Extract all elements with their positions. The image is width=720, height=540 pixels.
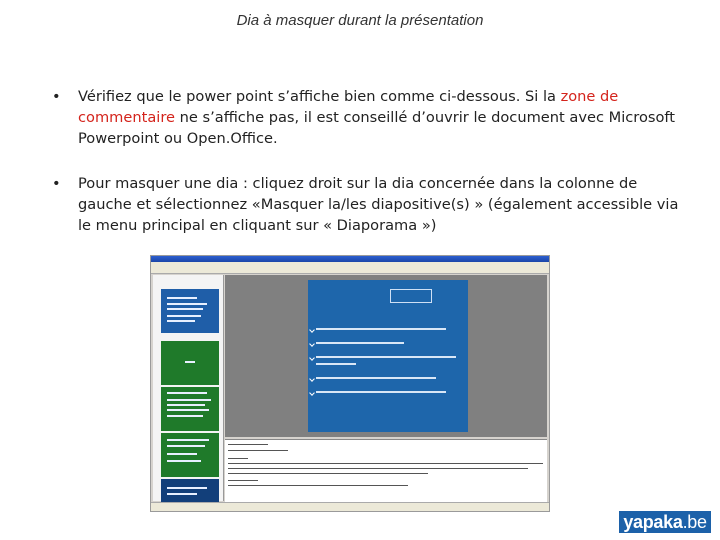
bullet-1-text-start: Vérifiez que le power point s’affiche bien comme ci-dessous. Si la: [78, 88, 561, 105]
yapaka-logo: [619, 511, 711, 533]
toolbar: [151, 267, 549, 274]
logo-suffix: .be: [682, 512, 707, 532]
slide-thumbnail: [161, 387, 219, 431]
bullet-marker: •: [52, 88, 61, 105]
bullet-item-2: [52, 173, 692, 236]
bullet-1-text-end: ne s’affiche pas, il est conseillé d’ouvrir le document avec Microsoft Powerpoint ou Open.Office.: [78, 109, 676, 147]
bullet-1-highlight: zone de commentaire: [78, 88, 619, 126]
current-slide: [308, 280, 468, 432]
slide-canvas: [225, 275, 547, 437]
slide-heading-box: [390, 289, 432, 303]
bullet-marker: •: [52, 175, 61, 192]
bullet-list: [52, 86, 692, 260]
status-bar: [151, 502, 549, 511]
bullet-2-text: Pour masquer une dia : cliquez droit sur la dia concernée dans la colonne de gauche et sélectionnez «Masquer la/les diapositive(s) » (également accessible via le menu principal en cliquant sur « Diaporama »): [78, 175, 679, 234]
logo-text: yapaka: [623, 512, 683, 532]
slide-thumbnail: [161, 433, 219, 477]
bullet-item-1: [52, 86, 692, 149]
slide-thumbnail: [161, 341, 219, 385]
slide-thumbnail: [161, 289, 219, 333]
notes-pane: [225, 439, 547, 502]
slides-panel: [153, 275, 224, 501]
slide-title: Dia à masquer durant la présentation: [236, 12, 484, 29]
powerpoint-screenshot: [150, 255, 550, 512]
